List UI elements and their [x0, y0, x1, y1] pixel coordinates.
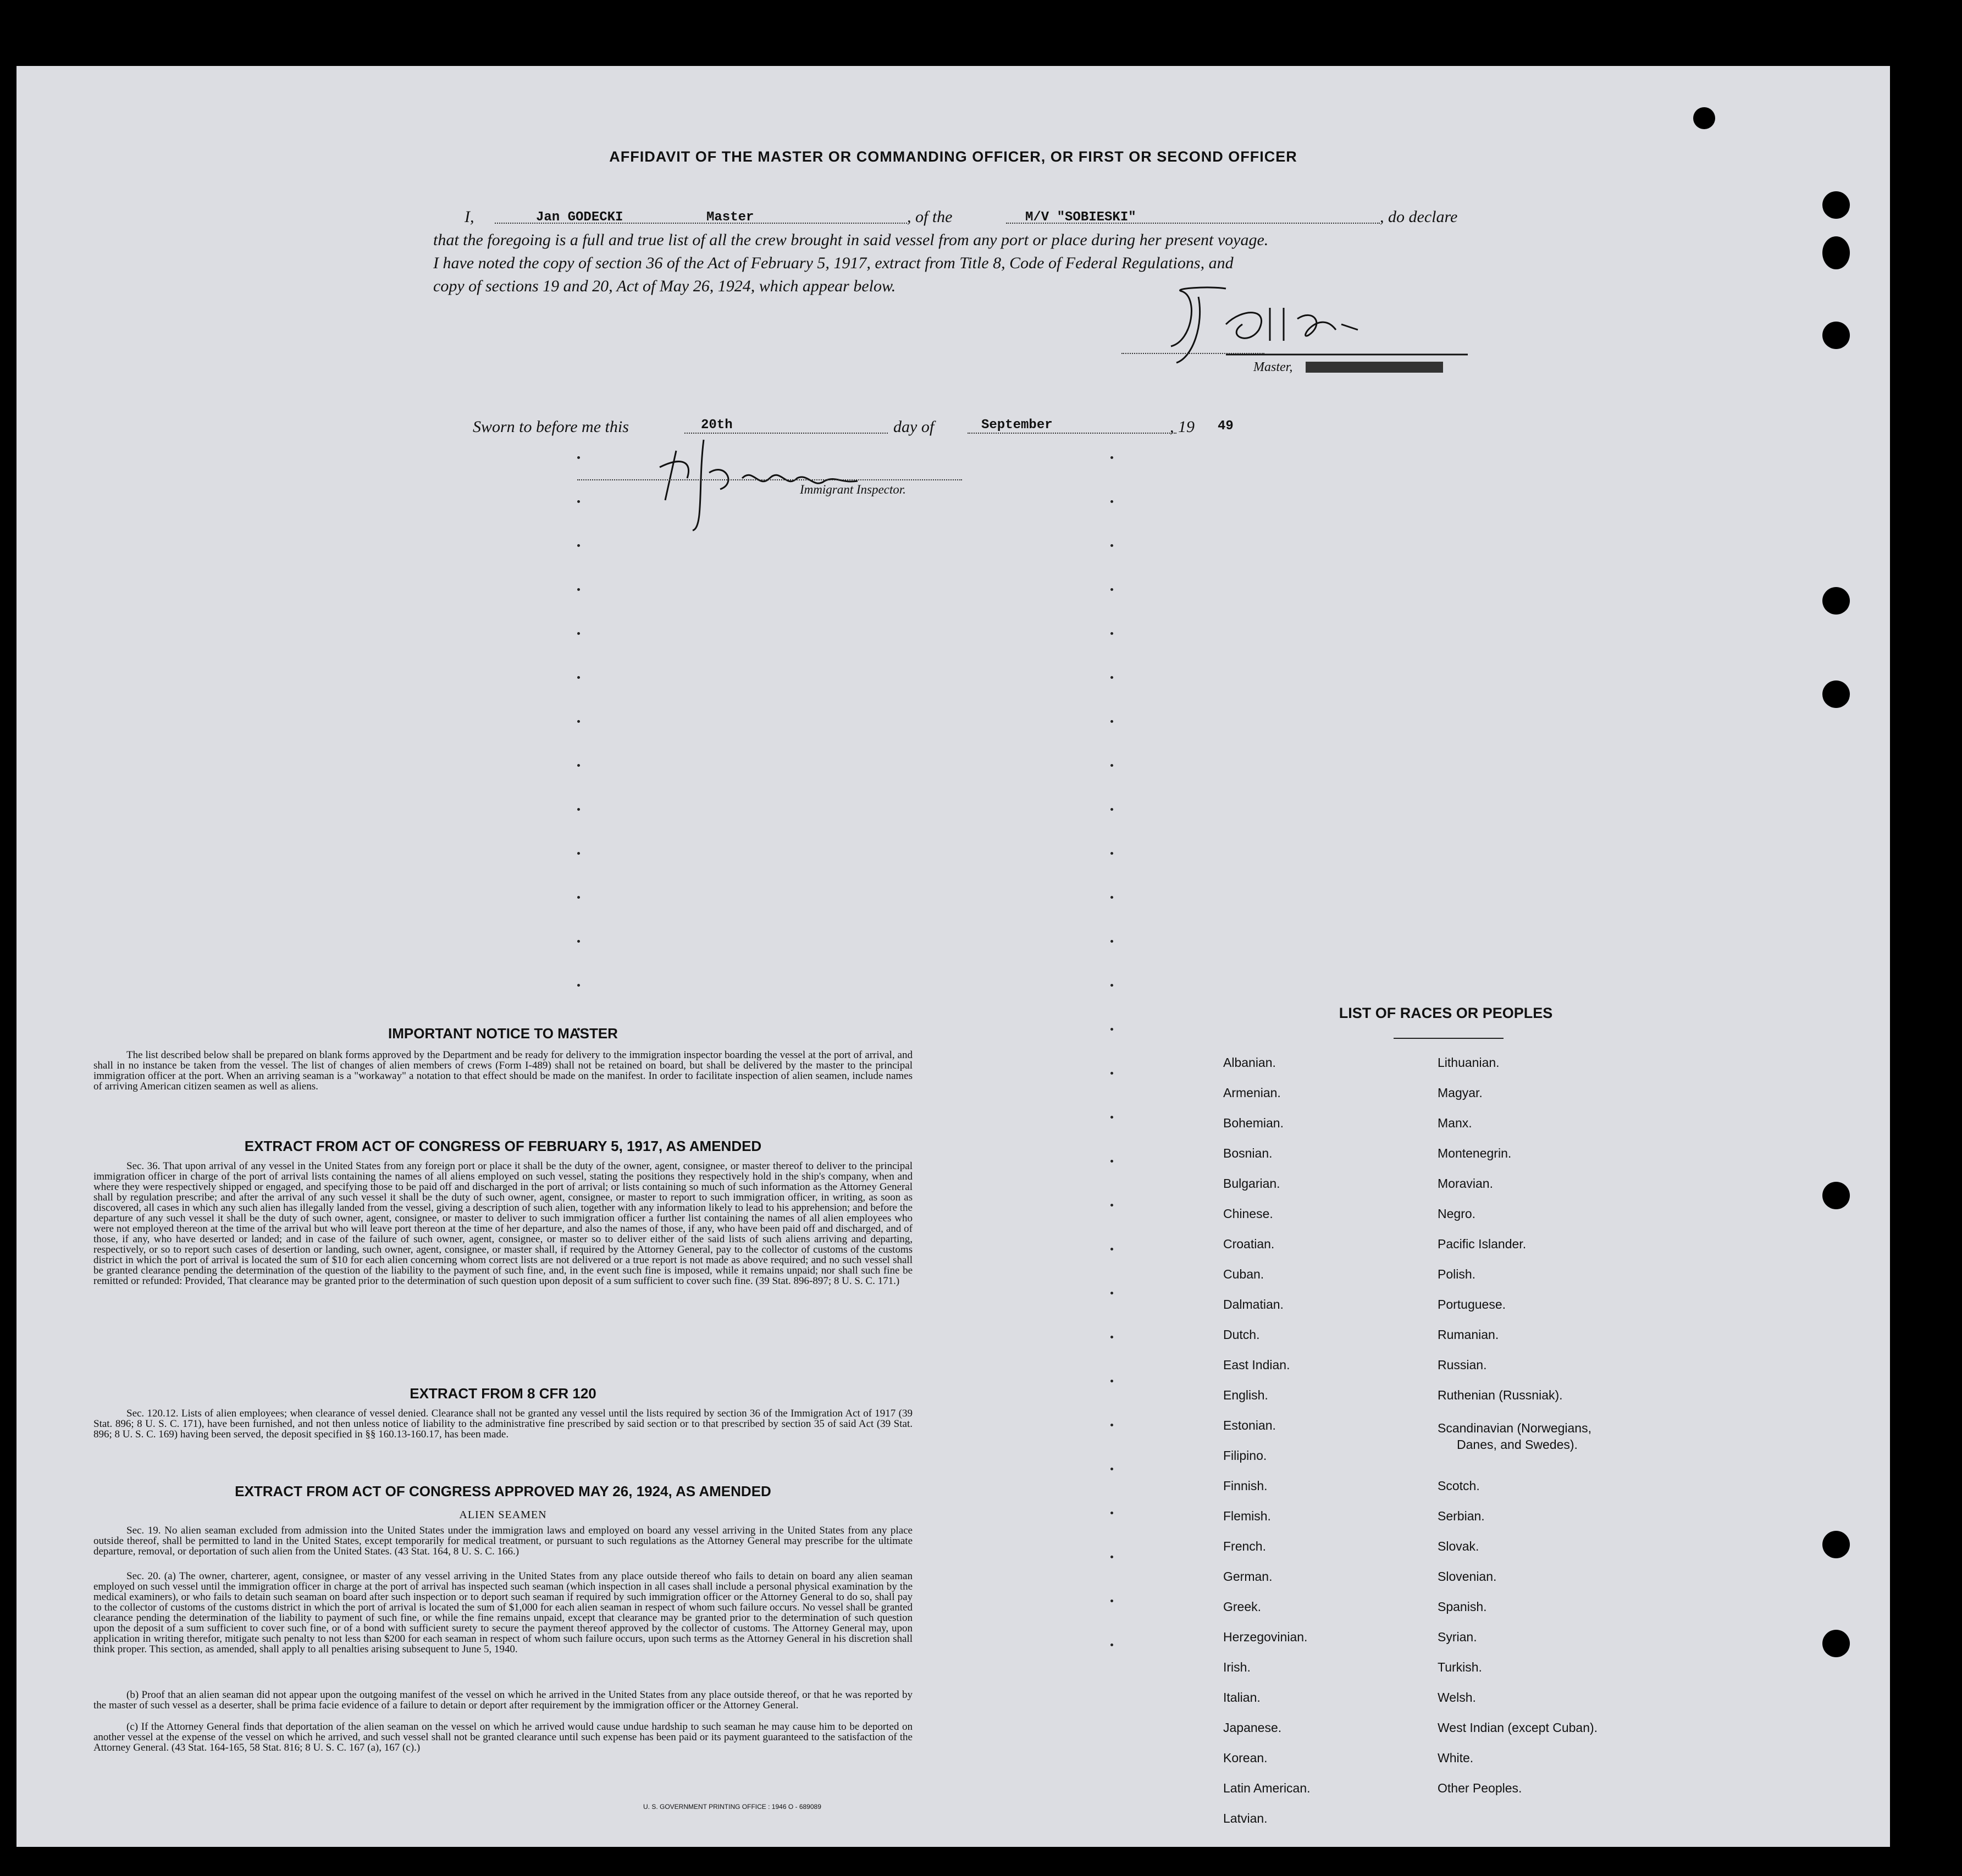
affidavit-line-3: I have noted the copy of section 36 of the Act of February 5, 1917, extract from Title 8, Code of Federal Regulations, and: [433, 254, 1234, 272]
race-left-item: Croatian.: [1223, 1237, 1275, 1251]
ruling-mark: [1110, 632, 1113, 635]
inspector-line: [577, 479, 962, 480]
race-left-item: Herzegovinian.: [1223, 1630, 1308, 1644]
race-left-item: Albanian.: [1223, 1055, 1276, 1070]
race-left-item: Chinese.: [1223, 1207, 1273, 1221]
sworn-text: Sworn to before me this: [473, 418, 629, 436]
race-right-item: Moravian.: [1438, 1176, 1493, 1191]
ruling-mark: [1110, 676, 1113, 679]
ruling-mark: [577, 676, 580, 679]
ruling-mark: [1110, 1248, 1113, 1250]
ruling-mark: [577, 984, 580, 987]
ruling-mark: [1110, 1643, 1113, 1646]
extract-1924-sec20b: (b) Proof that an alien seaman did not appear upon the outgoing manifest of the vessel on which he arrived in the United States from any place outside thereof, or that he was reported by the master of such vessel as a deserter, shall be prima facie evidence of a failure to detain or deport after requirement by the immigration officer or the Attorney General.: [93, 1689, 913, 1711]
race-left-item: Bohemian.: [1223, 1116, 1284, 1130]
ruling-mark: [577, 588, 580, 591]
month-value: September: [981, 418, 1053, 433]
race-right-item: White.: [1438, 1751, 1474, 1765]
ruling-mark: [577, 544, 580, 547]
punch-hole: [1822, 680, 1850, 708]
punch-hole: [1822, 236, 1850, 269]
master-signature-line: [1121, 353, 1264, 354]
ruling-mark: [1110, 588, 1113, 591]
ruling-mark: [1110, 1468, 1113, 1470]
master-caption: Master,: [1253, 360, 1293, 374]
race-left-item: Bulgarian.: [1223, 1176, 1280, 1191]
extract-1924-title: EXTRACT FROM ACT OF CONGRESS APPROVED MAY 26, 1924, AS AMENDED: [235, 1483, 771, 1499]
extract-1924-sec20a: Sec. 20. (a) The owner, charterer, agent, consignee, or master of any vessel arriving in the United States from any place outside thereof who fails to detain on board any alien seaman employed on such vessel until the immigration officer in charge at the port of arrival has inspected such seaman (which inspection in all cases shall include a personal physical examination by the medical examiners), or who fails to detain such seaman on board after such inspection or to deport such seaman if required by such immigration officer or the Attorney General to do so, shall pay to the collector of customs of the customs district in which the port of arrival is located the sum of $1,000 for each alien seaman in respect of whom such failure occurs. No vessel shall be granted clearance pending the determination of the liability to payment of such fine, or while the fine remains unpaid, except that clearance may be granted prior to the determination of such question upon the deposit of a sum sufficient to cover such fine, or of a bond with sufficient surety to secure the payment thereof approved by the collector of customs. The Attorney General may, upon application in writing therefor, mitigate such penalty to not less than $200 for each seaman in respect of whom such failure occurs, upon such terms as the Attorney General in his discretion shall think proper. This section, as amended, shall apply to all penalties arising subsequent to June 5, 1940.: [93, 1570, 913, 1655]
ruling-mark: [1110, 1336, 1113, 1338]
punch-hole: [1693, 107, 1715, 129]
race-left-item: Italian.: [1223, 1690, 1261, 1705]
races-title-rule: [1394, 1038, 1504, 1039]
ruling-mark: [1110, 1424, 1113, 1426]
of-the-text: , of the: [907, 208, 953, 226]
race-right-item: Danes, and Swedes).: [1457, 1437, 1578, 1452]
race-left-item: Irish.: [1223, 1660, 1251, 1674]
ruling-mark: [1110, 808, 1113, 811]
ruling-mark: [1110, 1556, 1113, 1558]
race-right-item: Slovenian.: [1438, 1569, 1497, 1584]
race-right-item: Portuguese.: [1438, 1297, 1506, 1311]
inspector-caption: Immigrant Inspector.: [800, 483, 906, 496]
struck-out-text: [1306, 362, 1443, 373]
document-page: [16, 66, 1890, 1847]
race-left-item: English.: [1223, 1388, 1268, 1402]
affidavit-line-4: copy of sections 19 and 20, Act of May 26, 1924, which appear below.: [433, 277, 896, 295]
race-right-item: Magyar.: [1438, 1086, 1483, 1100]
ruling-mark: [1110, 1116, 1113, 1119]
extract-1924-sec19: Sec. 19. No alien seaman excluded from admission into the United States under the immigration laws and employed on board any vessel arriving in the United States from any place outside thereof, shall be permitted to land in the United States, except temporarily for medical treatment, or pursuant to such regulations as the Attorney General may prescribe for the ultimate departure, removal, or deportation of such alien from the United States. (43 Stat. 164, 8 U. S. C. 166.): [93, 1525, 913, 1557]
race-left-item: Dalmatian.: [1223, 1297, 1284, 1311]
ruling-mark: [1110, 984, 1113, 987]
extract-cfr-body: Sec. 120.12. Lists of alien employees; when clearance of vessel denied. Clearance shall not be granted any vessel until the lists required by section 36 of the Immigration Act of 1917 (39 Stat. 896; 8 U. S. C. 171), have been furnished, and not then unless notice of liability to the administrative fine prescribed by said section or to that prescribed by section 35 of said Act (39 Stat. 896; 8 U. S. C. 169) having been served, the deposit specified in §§ 160.13-160.17, has been made.: [93, 1408, 913, 1440]
vessel-name: M/V "SOBIESKI": [1025, 210, 1136, 225]
ruling-mark: [577, 764, 580, 767]
notice-title: IMPORTANT NOTICE TO MASTER: [388, 1025, 618, 1042]
year-suffix: 49: [1218, 419, 1234, 434]
race-right-item: Russian.: [1438, 1358, 1487, 1372]
race-left-item: Estonian.: [1223, 1418, 1276, 1432]
race-right-item: Welsh.: [1438, 1690, 1476, 1705]
ruling-mark: [577, 720, 580, 723]
extract-1924-subtitle: ALIEN SEAMEN: [459, 1509, 547, 1521]
punch-hole: [1822, 1531, 1850, 1558]
race-left-item: Flemish.: [1223, 1509, 1271, 1523]
inspector-signature: [649, 429, 880, 533]
punch-hole: [1822, 1182, 1850, 1209]
race-right-item: Scandinavian (Norwegians,: [1438, 1421, 1591, 1435]
punch-hole: [1822, 587, 1850, 615]
race-right-item: Rumanian.: [1438, 1327, 1499, 1342]
ruling-mark: [1110, 852, 1113, 855]
extract-1917-body: Sec. 36. That upon arrival of any vessel in the United States from any foreign port or place it shall be the duty of the owner, agent, consignee, or master thereof to deliver to the principal immigration officer in charge of the port of arrival lists containing the names of all aliens employed on such vessel, stating the positions they respectively hold in the ship's company, when and where they were respectively shipped or engaged, and specifying those to be paid off and discharged in the port of arrival; or lists containing so much of such information as the Attorney General shall by regulation prescribe; and after the arrival of any such vessel it shall be the duty of such owner, agent, consignee, or master to report to such immigration officer, in writing, as soon as discovered, all cases in which any such alien has illegally landed from the vessel, giving a description of such alien, together with any information likely to lead to his apprehension; and before the departure of any such vessel it shall be the duty of such owner, agent, consignee, or master to deliver to such immigration officer a further list containing the names of all alien employees who were not employed thereon at the time of the arrival but who will leave port thereon at the time of her departure, and also the names of those, if any, who have been paid off and discharged, and of those, if any, who have deserted or landed; and in case of the failure of such owner, agent, consignee, or master so to deliver either of the said lists of such aliens arriving and departing, respectively, or so to report such cases of desertion or landing, such owner, agent, consignee, or master shall, if required by the Attorney General, pay to the collector of customs of the customs district in which the port of arrival is located the sum of $10 for each alien concerning whom correct lists are not delivered or a true report is not made as above required; and no such vessel shall be granted clearance pending the determination of the question of the liability to the payment of such fine, and, in the event such fine is imposed, while it remains unpaid; nor shall such fine be remitted or refunded: Provided, That clearance may be granted prior to the determination of such question upon deposit of a sum sufficient to cover such fine. (39 Stat. 896-897; 8 U. S. C. 171.): [93, 1160, 913, 1287]
extract-1924-sec20c: (c) If the Attorney General finds that deportation of the alien seaman on the vessel on which he arrived would cause undue hardship to such seaman he may cause him to be deported on another vessel at the expense of the vessel on which he arrived, and such vessel shall not be granted clearance until such expense has been paid or its payment guaranteed to the satisfaction of the Attorney General. (43 Stat. 164-165, 58 Stat. 816; 8 U. S. C. 167 (a), 167 (c).): [93, 1721, 913, 1753]
race-right-item: Syrian.: [1438, 1630, 1477, 1644]
race-left-item: Finnish.: [1223, 1479, 1268, 1493]
race-right-item: Negro.: [1438, 1207, 1476, 1221]
extract-cfr-title: EXTRACT FROM 8 CFR 120: [410, 1385, 596, 1402]
day-of-text: day of: [893, 418, 935, 436]
master-name: Jan GODECKI: [536, 210, 623, 225]
ruling-mark: [1110, 544, 1113, 547]
ruling-mark: [1110, 1160, 1113, 1163]
master-signature: [1160, 275, 1468, 368]
race-right-item: Polish.: [1438, 1267, 1476, 1281]
race-right-item: Montenegrin.: [1438, 1146, 1512, 1160]
race-left-item: Latvian.: [1223, 1811, 1268, 1825]
race-left-item: Filipino.: [1223, 1448, 1267, 1463]
race-right-item: Slovak.: [1438, 1539, 1479, 1553]
ruling-mark: [1110, 500, 1113, 503]
day-value: 20th: [701, 418, 733, 433]
ruling-mark: [1110, 1204, 1113, 1207]
affidavit-line-2: that the foregoing is a full and true list of all the crew brought in said vessel from any port or place during her present voyage.: [433, 231, 1269, 249]
printing-office-footer: U. S. GOVERNMENT PRINTING OFFICE : 1946 O - 689089: [643, 1803, 821, 1811]
ruling-mark: [1110, 940, 1113, 943]
race-left-item: Armenian.: [1223, 1086, 1281, 1100]
race-right-item: Spanish.: [1438, 1600, 1487, 1614]
ruling-mark: [577, 852, 580, 855]
year-prefix: , 19: [1170, 418, 1195, 436]
race-right-item: Scotch.: [1438, 1479, 1480, 1493]
race-right-item: Pacific Islander.: [1438, 1237, 1527, 1251]
race-right-item: Lithuanian.: [1438, 1055, 1500, 1070]
ruling-mark: [1110, 456, 1113, 459]
notice-body: The list described below shall be prepared on blank forms approved by the Department and be ready for delivery to the immigration inspector boarding the vessel at the port of arrival, and shall in no instance be taken from the vessel. The list of changes of alien members of crews (Form I-489) shall not be retained on board, but shall be delivered by the master to the principal immigration officer at the port. When an arriving seaman is a "workaway" a notation to that effect should be made on the manifest. In order to facilitate inspection of alien seamen, include names of arriving American citizen seamen as well as aliens.: [93, 1049, 913, 1092]
affidavit-i: I,: [465, 208, 474, 226]
ruling-mark: [577, 940, 580, 943]
race-right-item: Manx.: [1438, 1116, 1472, 1130]
affidavit-title: AFFIDAVIT OF THE MASTER OR COMMANDING OFFICER, OR FIRST OR SECOND OFFICER: [609, 148, 1297, 165]
declare-text: , do declare: [1380, 208, 1458, 226]
ruling-mark: [1110, 1072, 1113, 1075]
ruling-mark: [1110, 1600, 1113, 1602]
race-left-item: Bosnian.: [1223, 1146, 1273, 1160]
month-line: [968, 433, 1176, 434]
race-left-item: Dutch.: [1223, 1327, 1260, 1342]
race-left-item: Cuban.: [1223, 1267, 1264, 1281]
race-left-item: Greek.: [1223, 1600, 1262, 1614]
ruling-mark: [1110, 1292, 1113, 1294]
race-right-item: West Indian (except Cuban).: [1438, 1720, 1598, 1735]
ruling-mark: [1110, 896, 1113, 899]
races-title: LIST OF RACES OR PEOPLES: [1339, 1005, 1553, 1021]
race-left-item: Japanese.: [1223, 1720, 1282, 1735]
extract-1917-title: EXTRACT FROM ACT OF CONGRESS OF FEBRUARY 5, 1917, AS AMENDED: [244, 1138, 762, 1154]
race-right-item: Serbian.: [1438, 1509, 1485, 1523]
ruling-mark: [1110, 1512, 1113, 1514]
race-right-item: Ruthenian (Russniak).: [1438, 1388, 1563, 1402]
race-left-item: East Indian.: [1223, 1358, 1290, 1372]
ruling-mark: [577, 896, 580, 899]
ruling-mark: [577, 500, 580, 503]
ruling-mark: [1110, 764, 1113, 767]
race-left-item: German.: [1223, 1569, 1273, 1584]
ruling-mark: [1110, 1380, 1113, 1382]
ruling-mark: [577, 632, 580, 635]
punch-hole: [1822, 1630, 1850, 1657]
punch-hole: [1822, 322, 1850, 349]
ruling-mark: [577, 808, 580, 811]
race-left-item: French.: [1223, 1539, 1266, 1553]
ruling-mark: [1110, 720, 1113, 723]
punch-hole: [1822, 191, 1850, 219]
ruling-mark: [1110, 1028, 1113, 1031]
race-left-item: Korean.: [1223, 1751, 1268, 1765]
master-rank: Master: [706, 210, 754, 225]
race-left-item: Latin American.: [1223, 1781, 1311, 1795]
ruling-mark: [577, 456, 580, 459]
race-right-item: Other Peoples.: [1438, 1781, 1522, 1795]
race-right-item: Turkish.: [1438, 1660, 1482, 1674]
